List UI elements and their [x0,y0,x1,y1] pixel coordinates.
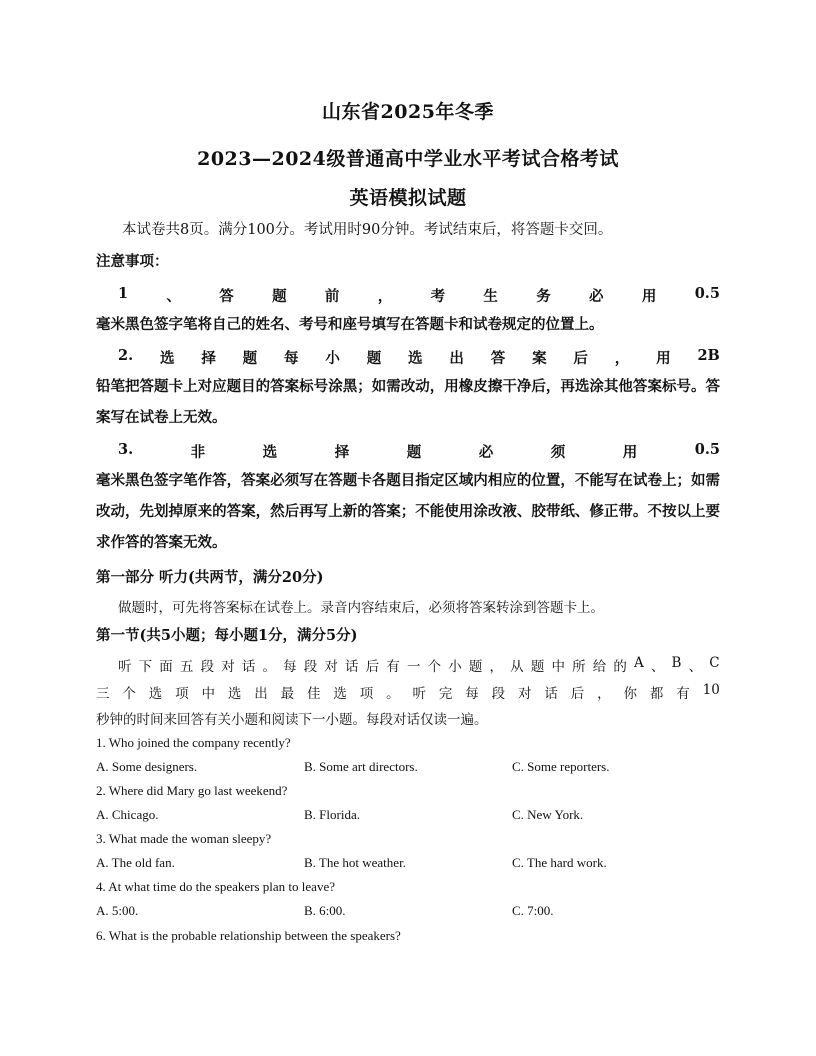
q1-option-b: B. Some art directors. [304,759,418,774]
q4-option-c: C. 7:00. [512,903,554,918]
notice-item1-head: 1 、 答 题 前 ， 考 生 务 必 用 0.5 [118,285,720,305]
q2-option-c: C. New York. [512,807,584,822]
section1-line2: 三 个 选 项 中 选 出 最 佳 选 项 。 听 完 每 段 对 话 后 ， 你 都 有 10 [96,682,720,702]
notice-item1-rest: 毫米黑色签字笔将自己的姓名、考号和座号填写在答题卡和试卷规定的位置上。 [96,316,604,333]
section1-line1: 听 下 面 五 段 对 话 。 每 段 对 话 后 有 一 个 小 题 ， 从 题 中 所 给 的 A 、 B 、 C [118,655,720,675]
notice-item2-head: 2. 选 择 题 每 小 题 选 出 答 案 后 ， 用 2B [118,347,720,367]
notice-item2-rest: 铅笔把答题卡上对应题目的答案标号涂黑；如需改动，用橡皮擦干净后，再选涂其他答案标号。答案写在试卷上无效。 [96,378,720,426]
intro-text: 本试卷共8页。满分100分。考试用时90分钟。考试结束后，将答题卡交回。 [122,222,613,238]
notice-item3-head: 3. 非 选 择 题 必 须 用 0.5 [118,441,720,461]
question-1: 1. Who joined the company recently? [96,735,291,750]
q1-option-a: A. Some designers. [96,759,198,774]
question-6: 6. What is the probable relationship between the speakers? [96,928,401,943]
q4-option-b: B. 6:00. [304,903,346,918]
part1-heading: 第一部分 听力(共两节，满分20分) [96,569,324,586]
section1-line3: 秒钟的时间来回答有关小题和阅读下一小题。每段对话仅读一遍。 [96,712,488,728]
question-3: 3. What made the woman sleepy? [96,831,272,846]
notice-item3-rest: 毫米黑色签字笔作答，答案必须写在答题卡各题目指定区域内相应的位置，不能写在试卷上；如需改动，先划掉原来的答案，然后再写上新的答案；不能使用涂改液、胶带纸、修正带。不按以上要求作答的答案无效。 [96,472,720,551]
question-4: 4. At what time do the speakers plan to leave? [96,879,335,894]
part1-instruction: 做题时，可先将答案标在试卷上。录音内容结束后，必须将答案转涂到答题卡上。 [118,600,604,616]
notice-heading: 注意事项： [96,253,169,270]
title-province: 山东省2025年冬季 [322,101,494,123]
q4-option-a: A. 5:00. [96,903,139,918]
q3-option-a: A. The old fan. [96,855,175,870]
title-subject: 英语模拟试题 [349,187,467,209]
q3-option-b: B. The hot weather. [304,855,406,870]
q2-option-a: A. Chicago. [96,807,159,822]
q3-option-c: C. The hard work. [512,855,607,870]
title-exam-name: 2023—2024级普通高中学业水平考试合格考试 [197,148,619,170]
section1-heading: 第一节(共5小题；每小题1分，满分5分) [96,627,358,644]
question-2: 2. Where did Mary go last weekend? [96,783,288,798]
q2-option-b: B. Florida. [304,807,360,822]
q1-option-c: C. Some reporters. [512,759,610,774]
